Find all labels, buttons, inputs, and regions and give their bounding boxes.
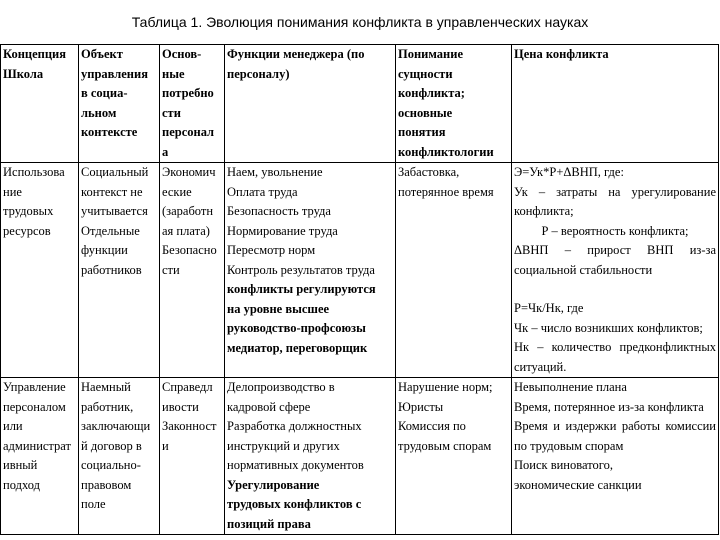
- spacer: [514, 280, 716, 299]
- header-concept: Концепция Школа: [1, 45, 79, 163]
- cell-cost: Э=Ук*Р+ΔВНП, где: Ук – затраты на урегулирование конфликта; Р – вероятность конфликта; ΔВНП – прирост ВНП из-за социальной стабильности Р=Чк/Нк, где Чк – число возникших конфликтов; Нк – количество предконфликтных ситуаций.: [512, 163, 719, 378]
- header-functions: Функции менеджера (по персоналу): [225, 45, 396, 163]
- conflict-evolution-table: [0, 44, 719, 535]
- table-caption: Таблица 1. Эволюция понимания конфликта в управленческих науках: [131, 14, 589, 30]
- cell-functions: Делопроизводство в кадровой сфере Разработка должностных инструкций и других нормативных документов Урегулирование трудовых конфликтов с позиций права: [225, 378, 396, 535]
- cell-object: Наемный работник, заключающи й договор в социально- правовом поле: [79, 378, 160, 535]
- header-cost: Цена конфликта: [512, 45, 719, 163]
- header-row: [1, 45, 719, 163]
- cell-concept: Использова ние трудовых ресурсов: [1, 163, 79, 378]
- table-row: [1, 378, 719, 535]
- cell-object: Социальный контекст не учитывается Отдельные функции работников: [79, 163, 160, 378]
- cell-understanding: Нарушение норм; Юристы Комиссия по трудовым спорам: [396, 378, 512, 535]
- table-row: [1, 163, 719, 378]
- header-needs: Основ- ные потребно сти персонал а: [160, 45, 225, 163]
- cell-functions: Наем, увольнение Оплата труда Безопасность труда Нормирование труда Пересмотр норм Контроль результатов труда конфликты регулируются на уровне высшее руководство-профсоюзы медиатор, переговорщик: [225, 163, 396, 378]
- cell-needs: Справедл ивости Законност и: [160, 378, 225, 535]
- cell-cost: Невыполнение плана Время, потерянное из-за конфликта Время и издержки работы комиссии по трудовым спорам Поиск виноватого, экономические санкции: [512, 378, 719, 535]
- cell-understanding: Забастовка, потерянное время: [396, 163, 512, 378]
- header-object: Объект управления в социа- льном контексте: [79, 45, 160, 163]
- cell-needs: Экономич еские (заработн ая плата) Безопасно сти: [160, 163, 225, 378]
- header-understanding: Понимание сущности конфликта; основные понятия конфликтологии: [396, 45, 512, 163]
- cell-concept: Управление персоналом или администрат ивный подход: [1, 378, 79, 535]
